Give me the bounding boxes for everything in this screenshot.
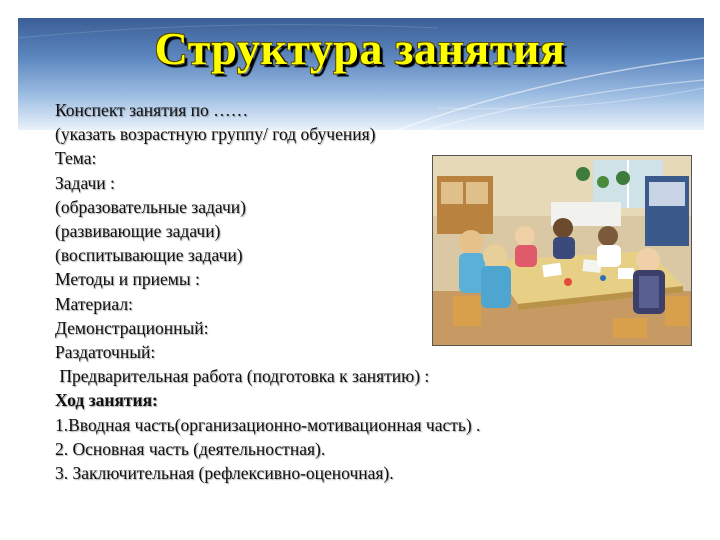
material-line: Материал:: [55, 293, 133, 314]
methods-line: Методы и приемы :: [55, 269, 200, 290]
slide-title: Структура занятия: [154, 23, 566, 74]
tasks-line: Задачи :: [55, 172, 115, 193]
intro-part-line: 1.Вводная часть(организационно-мотивационная часть) .: [55, 414, 481, 435]
classroom-photo: [432, 155, 692, 346]
main-part-line: 2. Основная часть (деятельностная).: [55, 438, 326, 459]
developmental-tasks-line: (развивающие задачи): [55, 221, 221, 242]
preliminary-work-line: Предварительная работа (подготовка к занятию) :: [55, 366, 430, 387]
lesson-progress-heading: Ход занятия:: [55, 390, 158, 411]
lesson-summary-line: Конспект занятия по ……: [55, 100, 249, 120]
handout-line: Раздаточный:: [55, 342, 156, 363]
age-group-line: (указать возрастную группу/ год обучения): [55, 124, 376, 145]
topic-line: Тема:: [55, 148, 97, 169]
upbringing-tasks-line: (воспитывающие задачи): [55, 245, 243, 266]
final-part-line: 3. Заключительная (рефлексивно-оценочная).: [55, 463, 394, 484]
educational-tasks-line: (образовательные задачи): [55, 196, 246, 217]
demonstration-line: Демонстрационный:: [55, 317, 209, 338]
